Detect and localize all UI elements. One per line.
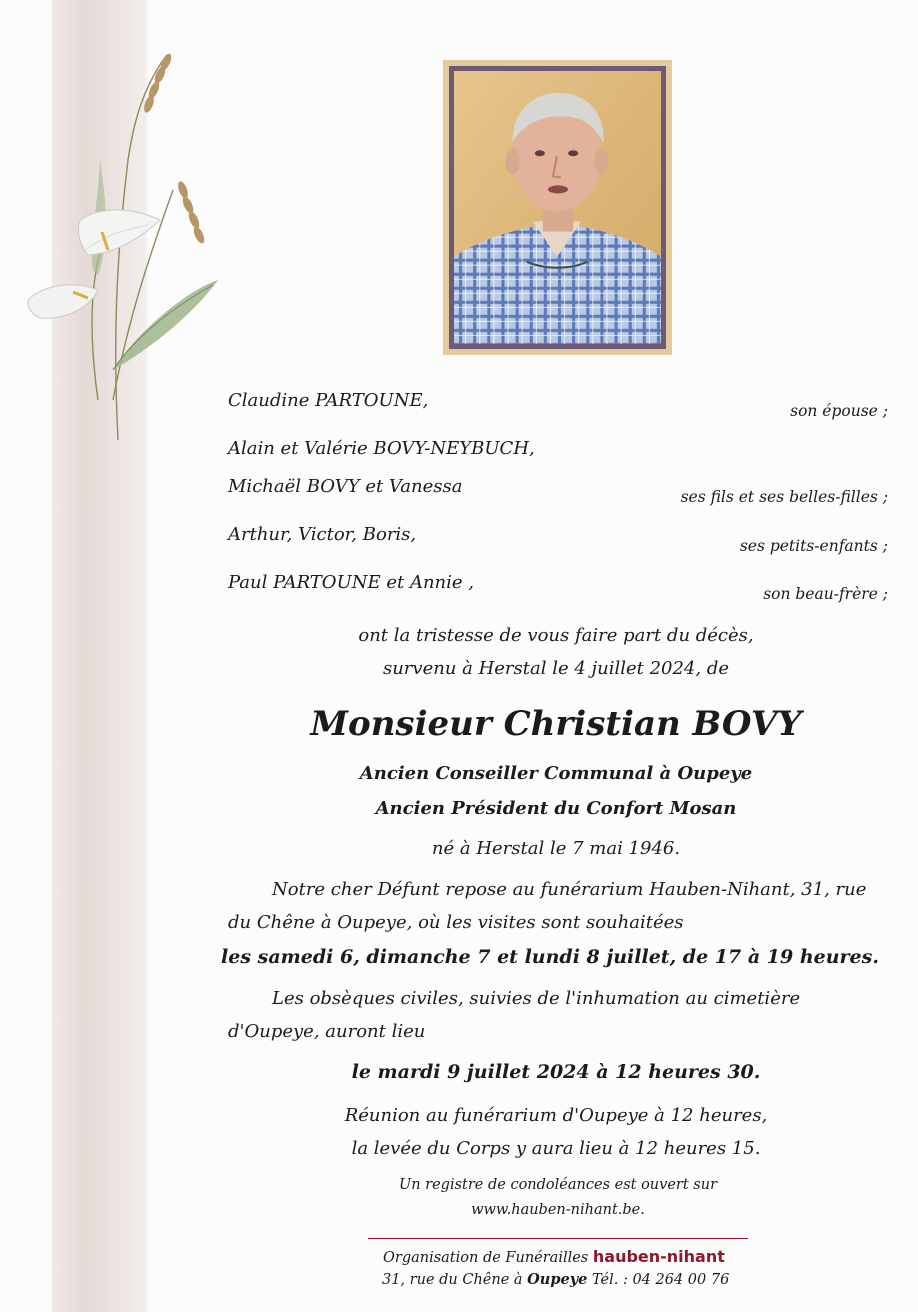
meeting-line-2: la levée du Corps y aura lieu à 12 heures 15. [351, 1138, 761, 1159]
footer-address-prefix: 31, rue du Chêne à [382, 1272, 523, 1288]
relation-children: ses fils et ses belles-filles ; [680, 488, 888, 506]
funeral-date: le mardi 9 juillet 2024 à 12 heures 30. [351, 1061, 761, 1083]
relation-grandchildren: ses petits-enfants ; [739, 537, 888, 555]
portrait-inner-border [449, 66, 666, 349]
funeral-line-2: d'Oupeye, auront lieu [228, 1021, 426, 1042]
relation-brother-in-law: son beau-frère ; [763, 585, 888, 603]
family-member-spouse: Claudine PARTOUNE, [228, 390, 429, 411]
portrait-frame [443, 60, 672, 355]
condolences-url[interactable]: www.hauben-nihant.be. [471, 1202, 645, 1218]
condolences-line: Un registre de condoléances est ouvert sur [399, 1177, 717, 1193]
deceased-title-1: Ancien Conseiller Communal à Oupeye [359, 763, 753, 784]
visitation-line-2: du Chêne à Oupeye, où les visites sont souhaitées [228, 912, 684, 933]
portrait-photo [454, 71, 661, 344]
footer-divider [368, 1238, 748, 1239]
footer-organisation [383, 1247, 725, 1266]
funeral-line-1: Les obsèques civiles, suivies de l'inhumation au cimetière [272, 988, 801, 1009]
family-member-son-1: Alain et Valérie BOVY-NEYBUCH, [228, 438, 535, 459]
deceased-name: Monsieur Christian BOVY [310, 704, 802, 744]
footer-address [382, 1271, 729, 1288]
deceased-title-2: Ancien Président du Confort Mosan [375, 798, 737, 819]
family-member-son-2: Michaël BOVY et Vanessa [228, 476, 463, 497]
visitation-line-1: Notre cher Défunt repose au funérarium Hauben-Nihant, 31, rue [272, 879, 867, 900]
footer-org-prefix: Organisation de Funérailles [383, 1250, 589, 1266]
footer-phone: Tél. : 04 264 00 76 [591, 1272, 730, 1288]
meeting-line-1: Réunion au funérarium d'Oupeye à 12 heures, [344, 1105, 768, 1126]
announcement-line-1: ont la tristesse de vous faire part du décès, [358, 625, 754, 646]
announcement-line-2: survenu à Herstal le 4 juillet 2024, de [382, 658, 730, 679]
brand-logo: hauben-nihant [592, 1247, 725, 1266]
calla-lily-wheat-illustration [18, 40, 228, 450]
deceased-birth: né à Herstal le 7 mai 1946. [431, 838, 681, 859]
family-member-brother-in-law: Paul PARTOUNE et Annie , [228, 572, 474, 593]
family-member-grandchildren: Arthur, Victor, Boris, [228, 524, 417, 545]
relation-spouse: son épouse ; [790, 402, 888, 420]
visitation-dates: les samedi 6, dimanche 7 et lundi 8 juillet, de 17 à 19 heures. [221, 946, 879, 968]
footer-town: Oupeye [527, 1271, 588, 1288]
